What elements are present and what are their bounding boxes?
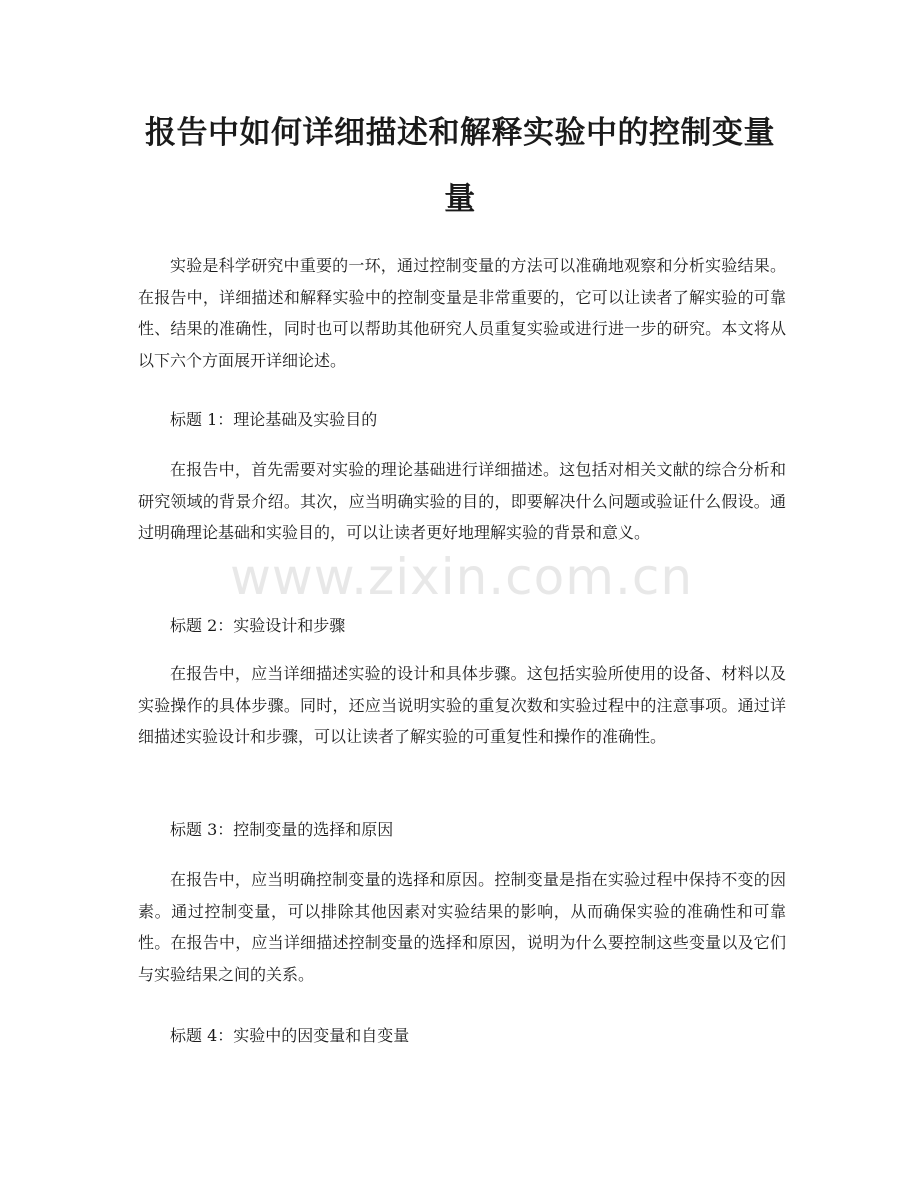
title-line-1: 报告中如何详细描述和解释实验中的控制变量	[145, 115, 775, 151]
section-body-3: 在报告中，应当明确控制变量的选择和原因。控制变量是指在实验过程中保持不变的因素。通过控制变量，可以排除其他因素对实验结果的影响，从而确保实验的准确性和可靠性。在报告中，应当详细描述控制变量的选择和原因，说明为什么要控制这些变量以及它们与实验结果之间的关系。	[138, 870, 786, 984]
watermark-text: www.zixin.com.cn	[230, 548, 694, 606]
section-heading-4: 标题 4：实验中的因变量和自变量	[170, 1026, 410, 1045]
document-title	[130, 100, 790, 232]
section-heading-3: 标题 3：控制变量的选择和原因	[170, 820, 394, 839]
section-heading-1: 标题 1：理论基础及实验目的	[170, 410, 378, 429]
title-line-2: 量	[444, 181, 476, 217]
intro-paragraph: 实验是科学研究中重要的一环，通过控制变量的方法可以准确地观察和分析实验结果。在报告中，详细描述和解释实验中的控制变量是非常重要的，它可以让读者了解实验的可靠性、结果的准确性，同时也可以帮助其他研究人员重复实验或进行进一步的研究。本文将从以下六个方面展开详细论述。	[138, 256, 786, 370]
section-body-2: 在报告中，应当详细描述实验的设计和具体步骤。这包括实验所使用的设备、材料以及实验操作的具体步骤。同时，还应当说明实验的重复次数和实验过程中的注意事项。通过详细描述实验设计和步骤，可以让读者了解实验的可重复性和操作的准确性。	[138, 664, 786, 746]
section-body-1: 在报告中，首先需要对实验的理论基础进行详细描述。这包括对相关文献的综合分析和研究领域的背景介绍。其次，应当明确实验的目的，即要解决什么问题或验证什么假设。通过明确理论基础和实验目的，可以让读者更好地理解实验的背景和意义。	[138, 460, 786, 542]
section-heading-2: 标题 2：实验设计和步骤	[170, 616, 346, 635]
